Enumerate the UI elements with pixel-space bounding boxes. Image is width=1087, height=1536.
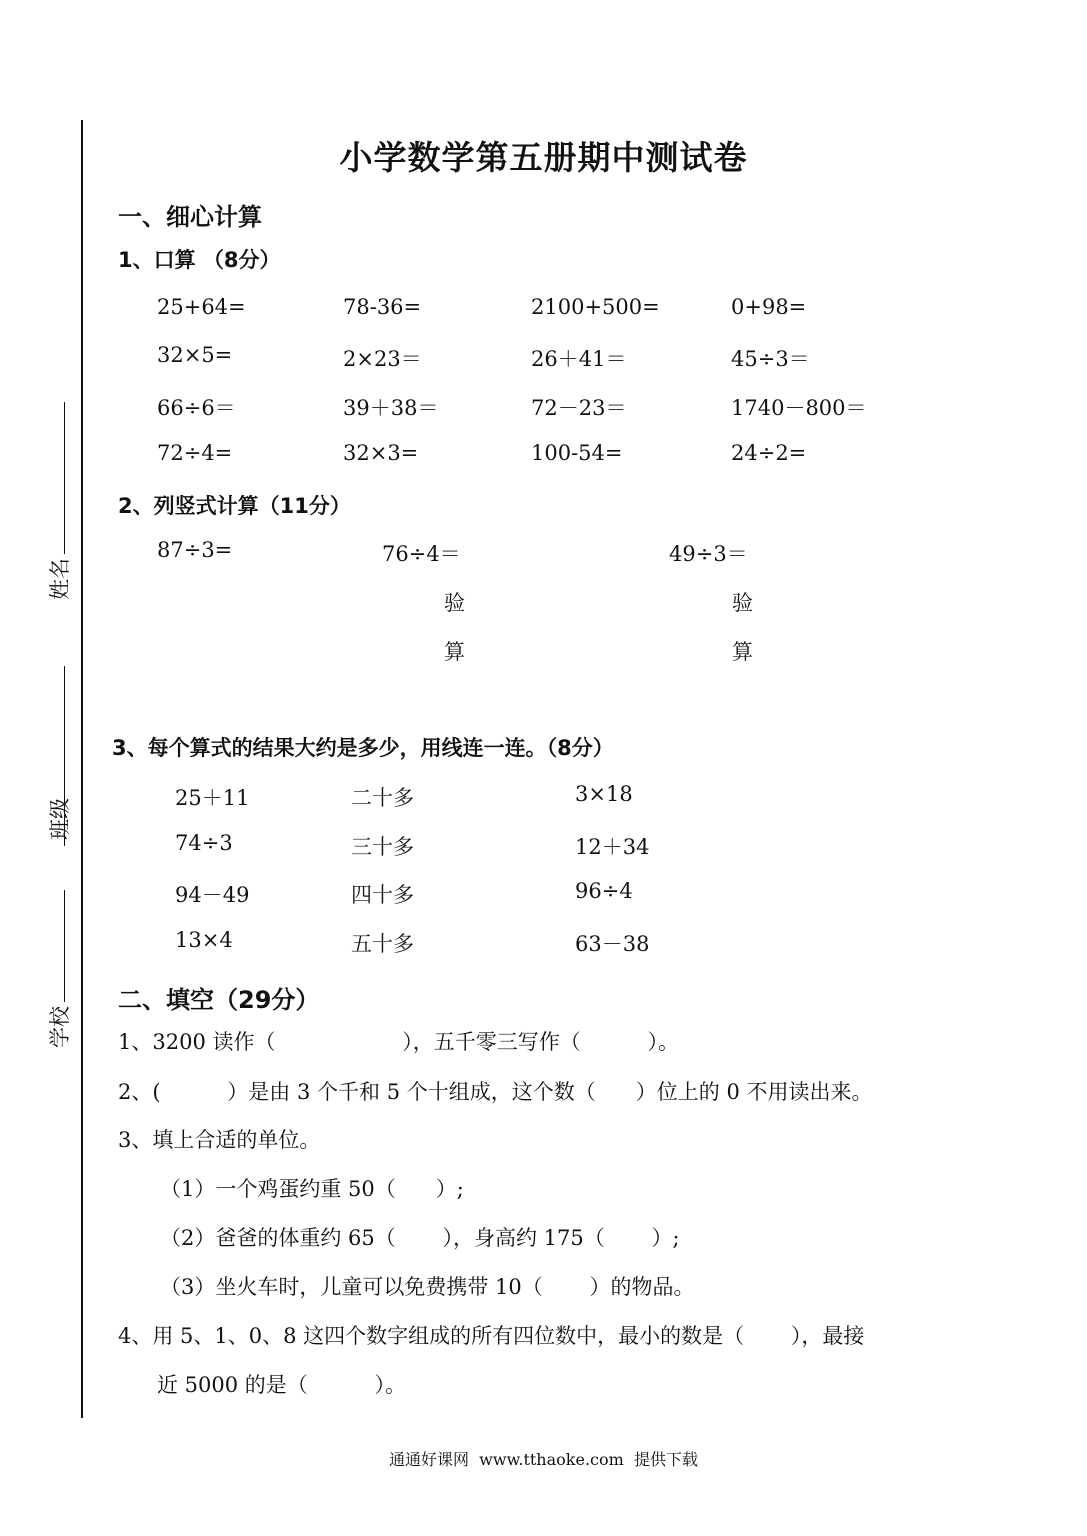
oral-item: 24÷2=	[731, 441, 807, 465]
match-expression: 25＋11	[175, 786, 250, 810]
name-blank-line	[64, 402, 65, 554]
oral-item: 2×23＝	[343, 347, 422, 371]
name-label: 姓名	[48, 558, 72, 600]
fill-blank-line: 3、填上合适的单位。	[118, 1128, 321, 1152]
match-expression: 96÷4	[575, 879, 633, 903]
fill-blank-line: （2）爸爸的体重约 65（ ），身高约 175（ ）;	[160, 1226, 680, 1250]
match-expression: 12＋34	[575, 835, 650, 859]
fill-blank-line: （1）一个鸡蛋约重 50（ ）;	[160, 1177, 464, 1201]
oral-item: 100-54=	[531, 441, 623, 465]
fill-blank-line: 2、( ）是由 3 个千和 5 个十组成，这个数（ ）位上的 0 不用读出来。	[118, 1080, 873, 1104]
match-estimate: 三十多	[351, 835, 414, 859]
check-label: 算	[732, 640, 753, 664]
school-label: 学校	[48, 1006, 72, 1048]
oral-item: 78-36=	[343, 295, 422, 319]
oral-item: 72－23＝	[531, 396, 627, 420]
oral-item: 66÷6＝	[157, 396, 236, 420]
school-blank-line	[64, 890, 65, 1002]
match-expression: 74÷3	[175, 831, 233, 855]
vertical-calc-item: 76÷4＝	[382, 542, 461, 566]
section2-heading: 二、填空（29分）	[118, 986, 320, 1014]
page-title: 小学数学第五册期中测试卷	[339, 138, 748, 177]
fill-blank-line: 1、3200 读作（ ），五千零三写作（ ）。	[118, 1030, 680, 1054]
vertical-calc-item: 49÷3＝	[669, 542, 748, 566]
oral-item: 25+64=	[157, 295, 246, 319]
q1-heading: 1、口算 （8分）	[118, 248, 281, 272]
match-expression: 94－49	[175, 883, 250, 907]
match-expression: 63－38	[575, 932, 650, 956]
oral-item: 1740－800＝	[731, 396, 867, 420]
match-estimate: 五十多	[351, 932, 414, 956]
oral-item: 2100+500=	[531, 295, 660, 319]
match-estimate: 二十多	[351, 786, 414, 810]
fill-blank-line: 4、用 5、1、0、8 这四个数字组成的所有四位数中，最小的数是（ ），最接	[118, 1324, 865, 1348]
match-estimate: 四十多	[351, 883, 414, 907]
check-label: 验	[732, 591, 753, 615]
oral-item: 39＋38＝	[343, 396, 439, 420]
oral-item: 32×5=	[157, 343, 233, 367]
vertical-calc-item: 87÷3=	[157, 538, 233, 562]
q3-heading: 3、每个算式的结果大约是多少，用线连一连。（8分）	[112, 736, 614, 760]
footer-credit: 通通好课网 www.tthaoke.com 提供下载	[389, 1450, 698, 1469]
oral-item: 32×3=	[343, 441, 419, 465]
section1-heading: 一、细心计算	[118, 203, 262, 231]
fill-blank-line: （3）坐火车时，儿童可以免费携带 10（ ）的物品。	[160, 1275, 695, 1299]
oral-item: 45÷3＝	[731, 347, 810, 371]
q2-heading: 2、列竖式计算（11分）	[118, 494, 351, 518]
check-label: 算	[444, 640, 465, 664]
oral-item: 0+98=	[731, 295, 807, 319]
class-label: 班级	[48, 798, 72, 840]
margin-rule	[81, 120, 83, 1418]
fill-blank-line: 近 5000 的是（ ）。	[157, 1373, 407, 1397]
oral-item: 26＋41＝	[531, 347, 627, 371]
check-label: 验	[444, 591, 465, 615]
match-expression: 3×18	[575, 782, 633, 806]
oral-item: 72÷4=	[157, 441, 233, 465]
match-expression: 13×4	[175, 928, 233, 952]
